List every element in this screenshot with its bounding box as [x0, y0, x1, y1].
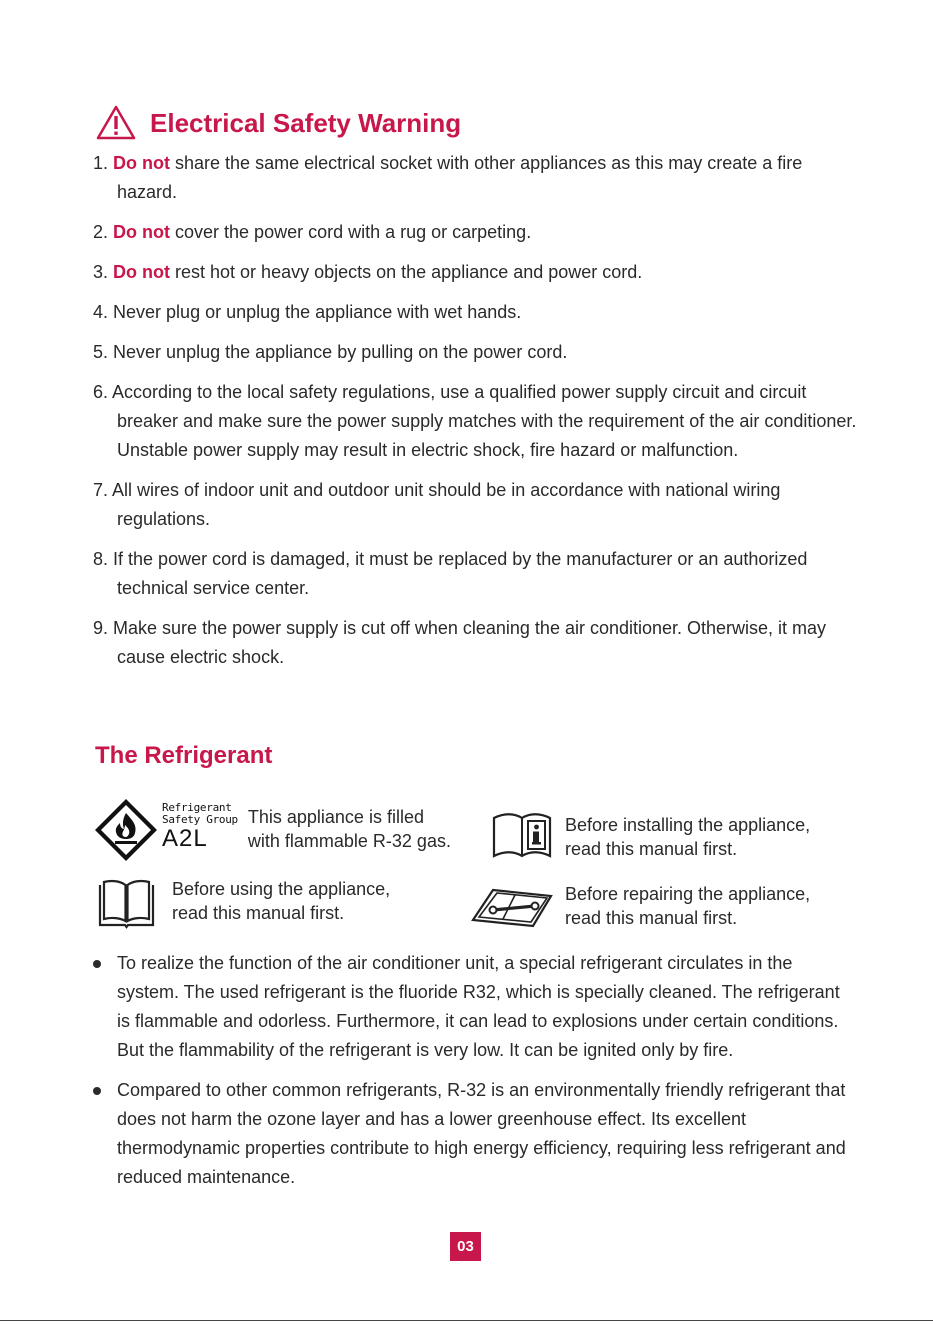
warning-item-7 — [93, 476, 863, 534]
badge-code: A2L — [162, 825, 208, 852]
item-text: Make sure the power supply is cut off when cleaning the air conditioner. Otherwise, it may cause electric shock. — [113, 618, 827, 667]
item-text: share the same electrical socket with other appliances as this may create a fire hazard. — [117, 153, 803, 202]
bullet-text: Compared to other common refrigerants, R-32 is an environmentally friendly refrigerant that does not harm the ozone layer and has a lower greenhouse effect. Its excellent thermodynamic properties contribute to high energy efficiency, requiring less refrigerant and reduced maintenance. — [117, 1080, 846, 1187]
do-not-emphasis: Do not — [113, 153, 171, 173]
refrigerant-safety-badge — [162, 802, 238, 852]
badge-line2: Safety Group — [162, 813, 238, 826]
refrigerant-info-list — [88, 949, 848, 1203]
warning-item-5 — [93, 338, 863, 367]
warning-item-4 — [93, 298, 863, 327]
symbol-caption — [565, 882, 810, 930]
bullet-item-1 — [88, 949, 848, 1065]
manual-info-icon — [492, 812, 552, 858]
item-number: 4. — [93, 302, 109, 322]
item-number: 1. — [93, 153, 109, 173]
caption-line2: read this manual first. — [565, 908, 738, 928]
electrical-safety-heading — [96, 105, 461, 141]
item-number: 2. — [93, 222, 109, 242]
bottom-divider — [0, 1320, 933, 1321]
item-number: 8. — [93, 549, 109, 569]
item-text: cover the power cord with a rug or carpeting. — [170, 222, 532, 242]
caption-line1: Before repairing the appliance, — [565, 884, 811, 904]
warning-item-1 — [93, 149, 863, 207]
caption-line1: Before installing the appliance, — [565, 815, 811, 835]
warning-item-9 — [93, 614, 863, 672]
refrigerant-title: The Refrigerant — [95, 742, 273, 769]
item-text: According to the local safety regulations, use a qualified power supply circuit and circuit breaker and make sure the power supply matches with the requirement of the air conditioner. Unstable power supply may result in electric shock, fire hazard or malfunction. — [112, 382, 857, 460]
symbol-service-manual — [471, 884, 810, 930]
caption-line2: read this manual first. — [565, 839, 738, 859]
warning-item-8 — [93, 545, 863, 603]
item-text: Never unplug the appliance by pulling on the power cord. — [113, 342, 568, 362]
flammable-gas-icon — [93, 797, 159, 863]
bullet-dot-icon — [93, 960, 101, 968]
page-number: 03 — [450, 1232, 481, 1261]
symbol-caption — [172, 877, 390, 925]
bullet-dot-icon — [93, 1087, 101, 1095]
symbol-open-book — [98, 879, 390, 929]
warning-item-6 — [93, 378, 863, 465]
electrical-safety-title: Electrical Safety Warning — [150, 108, 462, 138]
caption-line1: Before using the appliance, — [172, 879, 391, 899]
symbol-manual-info — [492, 809, 810, 861]
warning-item-3 — [93, 258, 863, 287]
warning-triangle-icon — [96, 105, 136, 141]
warning-item-2 — [93, 218, 863, 247]
caption-line2: read this manual first. — [172, 903, 345, 923]
item-number: 3. — [93, 262, 109, 282]
do-not-emphasis: Do not — [113, 222, 171, 242]
open-book-icon — [98, 879, 155, 929]
bullet-text: To realize the function of the air conditioner unit, a special refrigerant circulates in the system. The used refrigerant is the fluoride R32, which is specially cleaned. The refrigerant is flammable and odorless. Furthermore, it can lead to explosions under certain conditions. But the flammability of the refrigerant is very low. It can be ignited only by fire. — [117, 953, 840, 1060]
service-manual-icon — [471, 886, 553, 928]
symbol-caption — [565, 813, 810, 861]
caption-line2: with flammable R-32 gas. — [247, 831, 451, 851]
badge-line1: Refrigerant — [162, 801, 232, 814]
item-number: 7. — [93, 480, 109, 500]
symbol-caption — [248, 805, 451, 853]
item-number: 6. — [93, 382, 109, 402]
do-not-emphasis: Do not — [113, 262, 171, 282]
item-number: 5. — [93, 342, 109, 362]
item-text: If the power cord is damaged, it must be replaced by the manufacturer or an authorized technical service center. — [113, 549, 808, 598]
symbol-flammable — [93, 797, 451, 863]
electrical-warning-list — [93, 149, 863, 683]
item-number: 9. — [93, 618, 109, 638]
item-text: Never plug or unplug the appliance with wet hands. — [113, 302, 522, 322]
item-text: All wires of indoor unit and outdoor unit should be in accordance with national wiring regulations. — [112, 480, 781, 529]
bullet-item-2 — [88, 1076, 848, 1192]
caption-line1: This appliance is filled — [247, 807, 424, 827]
item-text: rest hot or heavy objects on the appliance and power cord. — [170, 262, 643, 282]
